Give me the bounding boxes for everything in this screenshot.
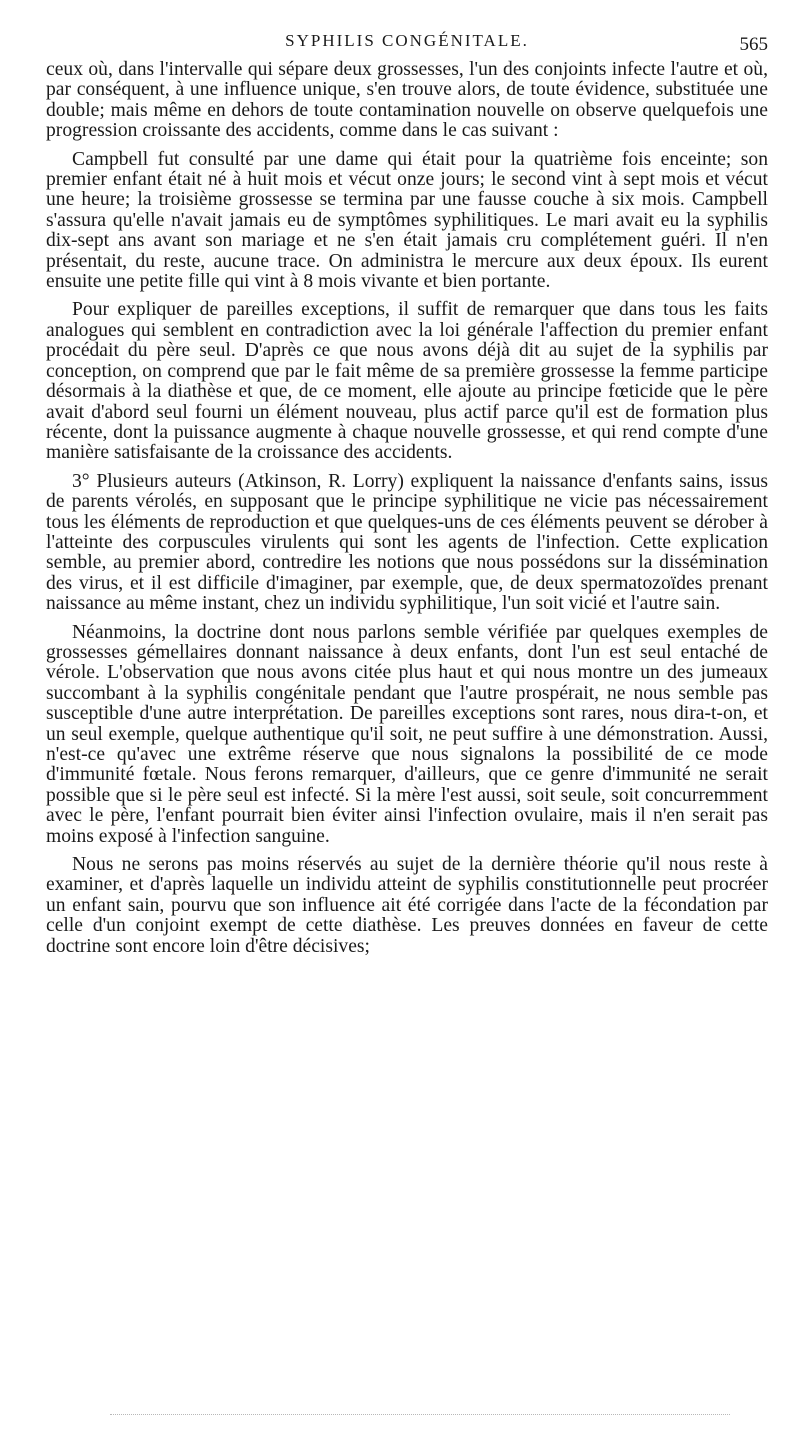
page-title: SYPHILIS CONGÉNITALE. — [285, 31, 529, 50]
paragraph-explanation: Pour expliquer de pareilles exceptions, il suffit de remarquer que dans tous les faits analogues qui semblent en contradiction avec la loi générale l'affection du premier enfant procédait du père seul. D'après ce que nous avons déjà dit au sujet de la syphilis par conception, on comprend que par le fait même de sa première grossesse la femme participe désormais à la diathèse et que, de ce moment, elle ajoute au principe fœticide que le père avait d'abord seul fourni un élément nouveau, plus actif parce qu'il est de formation plus récente, dont la puissance augmente à chaque nouvelle grossesse, et qui rend compte d'une manière satisfaisante de la croissance des accidents. — [46, 299, 768, 464]
paragraph-continuation: ceux où, dans l'intervalle qui sépare deux grossesses, l'un des conjoints infecte l'autre et où, par conséquent, à une influence unique, s'en trouve alors, de toute évidence, substituée une double; mais même en dehors de toute contamination nouvelle on observe quelquefois une progression croissante des accidents, comme dans le cas suivant : — [46, 59, 768, 142]
page-number: 565 — [739, 34, 768, 55]
paragraph-last-theory: Nous ne serons pas moins réservés au sujet de la dernière théorie qu'il nous reste à examiner, et d'après laquelle un individu atteint de syphilis constitutionnelle peut procréer un enfant sain, pourvu que son influence ait été corrigée dans l'acte de la fécondation par celle d'un conjoint exempt de cette diathèse. Les preuves données en faveur de cette doctrine sont encore loin d'être décisives; — [46, 854, 768, 957]
body-text — [46, 60, 768, 957]
footer-divider — [110, 1414, 730, 1416]
paragraph-twin-pregnancies: Néanmoins, la doctrine dont nous parlons semble vérifiée par quelques exemples de grossesses gémellaires donnant naissance à deux enfants, dont l'un est seul entaché de vérole. L'observation que nous avons citée plus haut et qui nous montre un des jumeaux succombant à la syphilis congénitale pendant que l'autre prospérait, ne nous semble pas susceptible d'une autre interprétation. De pareilles exceptions sont rares, nous dira-t-on, et un seul exemple, quelque authentique qu'il soit, ne peut suffire à une démonstration. Aussi, n'est-ce qu'avec une extrême réserve que nous signalons la possibilité de ce mode d'immunité fœtale. Nous ferons remarquer, d'ailleurs, que ce genre d'immunité ne serait possible que si le père seul est infecté. Si la mère l'est aussi, soit seule, soit concurremment avec le père, l'enfant pourrait bien éviter ainsi l'infection ovulaire, mais il n'en serait pas moins exposé à l'infection sanguine. — [46, 621, 768, 847]
paragraph-campbell-case: Campbell fut consulté par une dame qui était pour la quatrième fois enceinte; son premier enfant était né à huit mois et vécut onze jours; le second vint à sept mois et vécut une heure; la troisième grossesse se termina par une fausse couche à six mois. Campbell s'assura qu'elle n'avait jamais eu de symptômes syphilitiques. Le mari avait eu la syphilis dix-sept ans avant son mariage et ne s'en était jamais cru complétement guéri. Il n'en présentait, du reste, aucune trace. On administra le mercure aux deux époux. Ils eurent ensuite une petite fille qui vint à 8 mois vivante et bien portante. — [46, 148, 768, 293]
paragraph-third-theory: 3° Plusieurs auteurs (Atkinson, R. Lorry) expliquent la naissance d'enfants sains, issus de parents vérolés, en supposant que le principe syphilitique ne vicie pas nécessairement tous les éléments de reproduction et que quelques-uns de ces éléments peuvent se dérober à l'atteinte des corpuscules virulents qui sont les agents de l'infection. Cette explication semble, au premier abord, contredire les notions que nous possédons sur la dissémination des virus, et il est difficile d'imaginer, par exemple, que, de deux spermatozoïdes prenant naissance au même instant, chez un individu syphilitique, l'un soit vicié et l'autre sain. — [46, 470, 768, 615]
running-head — [46, 30, 768, 56]
